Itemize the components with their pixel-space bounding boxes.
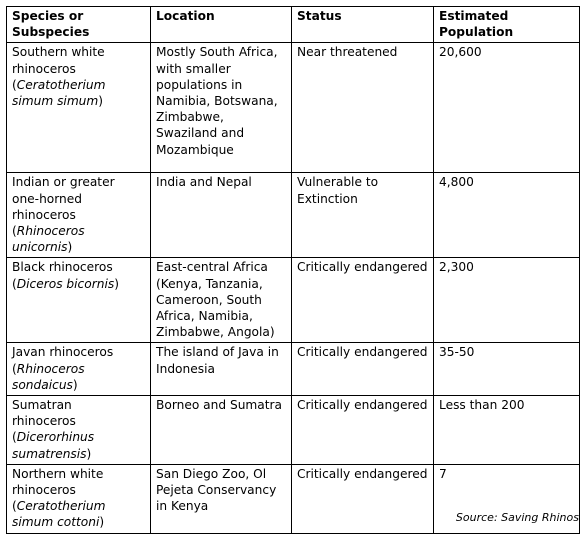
sci-open-paren: ( [12, 499, 17, 514]
location-cell: Borneo and Sumatra [151, 396, 292, 465]
location-cell: The island of Java in Indonesia [151, 343, 292, 396]
sci-close-paren: ) [98, 94, 104, 109]
scientific-name: Ceratotherium simum cottoni [12, 499, 106, 530]
population-cell: Less than 200 [434, 396, 580, 465]
population-cell: 2,300 [434, 258, 580, 343]
population-cell: 4,800 [434, 173, 580, 258]
common-name: Northern white [12, 466, 104, 481]
status-cell: Critically endangered [292, 396, 434, 465]
location-cell: San Diego Zoo, Ol Pejeta Conservancy in Kenya [151, 464, 292, 533]
population-cell: 35-50 [434, 343, 580, 396]
sci-open-paren: ( [12, 276, 17, 291]
sci-open-paren: ( [12, 361, 17, 376]
header-population-line1: Estimated [439, 9, 509, 23]
table-row [7, 173, 580, 258]
status-cell: Vulnerable to Extinction [292, 173, 434, 258]
sci-close-paren: ) [86, 446, 92, 461]
common-name: Javan rhinoceros [12, 345, 114, 360]
scientific-name: Rhinoceros unicornis [12, 224, 85, 255]
header-species-line2: Subspecies [12, 25, 90, 40]
status-cell: Critically endangered [292, 343, 434, 396]
population-cell: 7 [434, 464, 580, 533]
status-cell: Near threatened [292, 43, 434, 173]
sci-open-paren: ( [12, 224, 17, 239]
location-cell: East-central Africa (Kenya, Tanzania, Cameroon, South Africa, Namibia, Zimbabwe, Angola) [151, 258, 292, 343]
header-population [434, 7, 580, 43]
table-row [7, 258, 580, 343]
table-row [7, 343, 580, 396]
common-name-cont: rhinoceros [12, 61, 76, 76]
location-cell: Mostly South Africa, with smaller populations in Namibia, Botswana, Zimbabwe, Swaziland and Mozambique [151, 43, 292, 173]
source-caption: Source: Saving Rhinos [455, 511, 579, 524]
location-cell: India and Nepal [151, 173, 292, 258]
common-name: Southern white [12, 45, 105, 60]
species-cell [7, 396, 151, 465]
sci-open-paren: ( [12, 77, 17, 92]
common-name: Black rhinoceros [12, 260, 113, 275]
sci-close-paren: ) [114, 276, 119, 291]
scientific-name: Rhinoceros sondaicus [12, 361, 85, 392]
header-species [7, 7, 151, 43]
common-name-cont: one-horned rhinoceros [12, 191, 83, 222]
common-name-cont: rhinoceros [12, 483, 76, 498]
sci-close-paren: ) [72, 377, 78, 392]
common-name-cont: rhinoceros [12, 414, 76, 429]
species-cell [7, 43, 151, 173]
status-cell: Critically endangered [292, 464, 434, 533]
table-row [7, 396, 580, 465]
scientific-name: Dicerorhinus sumatrensis [12, 430, 95, 461]
common-name: Sumatran [12, 398, 72, 413]
rhino-species-table [6, 6, 580, 534]
header-status: Status [292, 7, 434, 43]
species-cell [7, 173, 151, 258]
sci-open-paren: ( [12, 430, 17, 445]
population-cell: 20,600 [434, 43, 580, 173]
header-population-line2: Population [439, 25, 514, 40]
header-location: Location [151, 7, 292, 43]
status-cell: Critically endangered [292, 258, 434, 343]
table-row [7, 43, 580, 173]
header-species-line1: Species or [12, 9, 84, 23]
species-cell [7, 464, 151, 533]
scientific-name: Diceros bicornis [16, 276, 115, 291]
species-cell [7, 258, 151, 343]
sci-close-paren: ) [67, 240, 73, 255]
table-header-row [7, 7, 580, 43]
species-cell [7, 343, 151, 396]
scientific-name: Ceratotherium simum simum [12, 77, 106, 109]
common-name: Indian or greater [12, 175, 115, 190]
sci-close-paren: ) [99, 515, 105, 530]
